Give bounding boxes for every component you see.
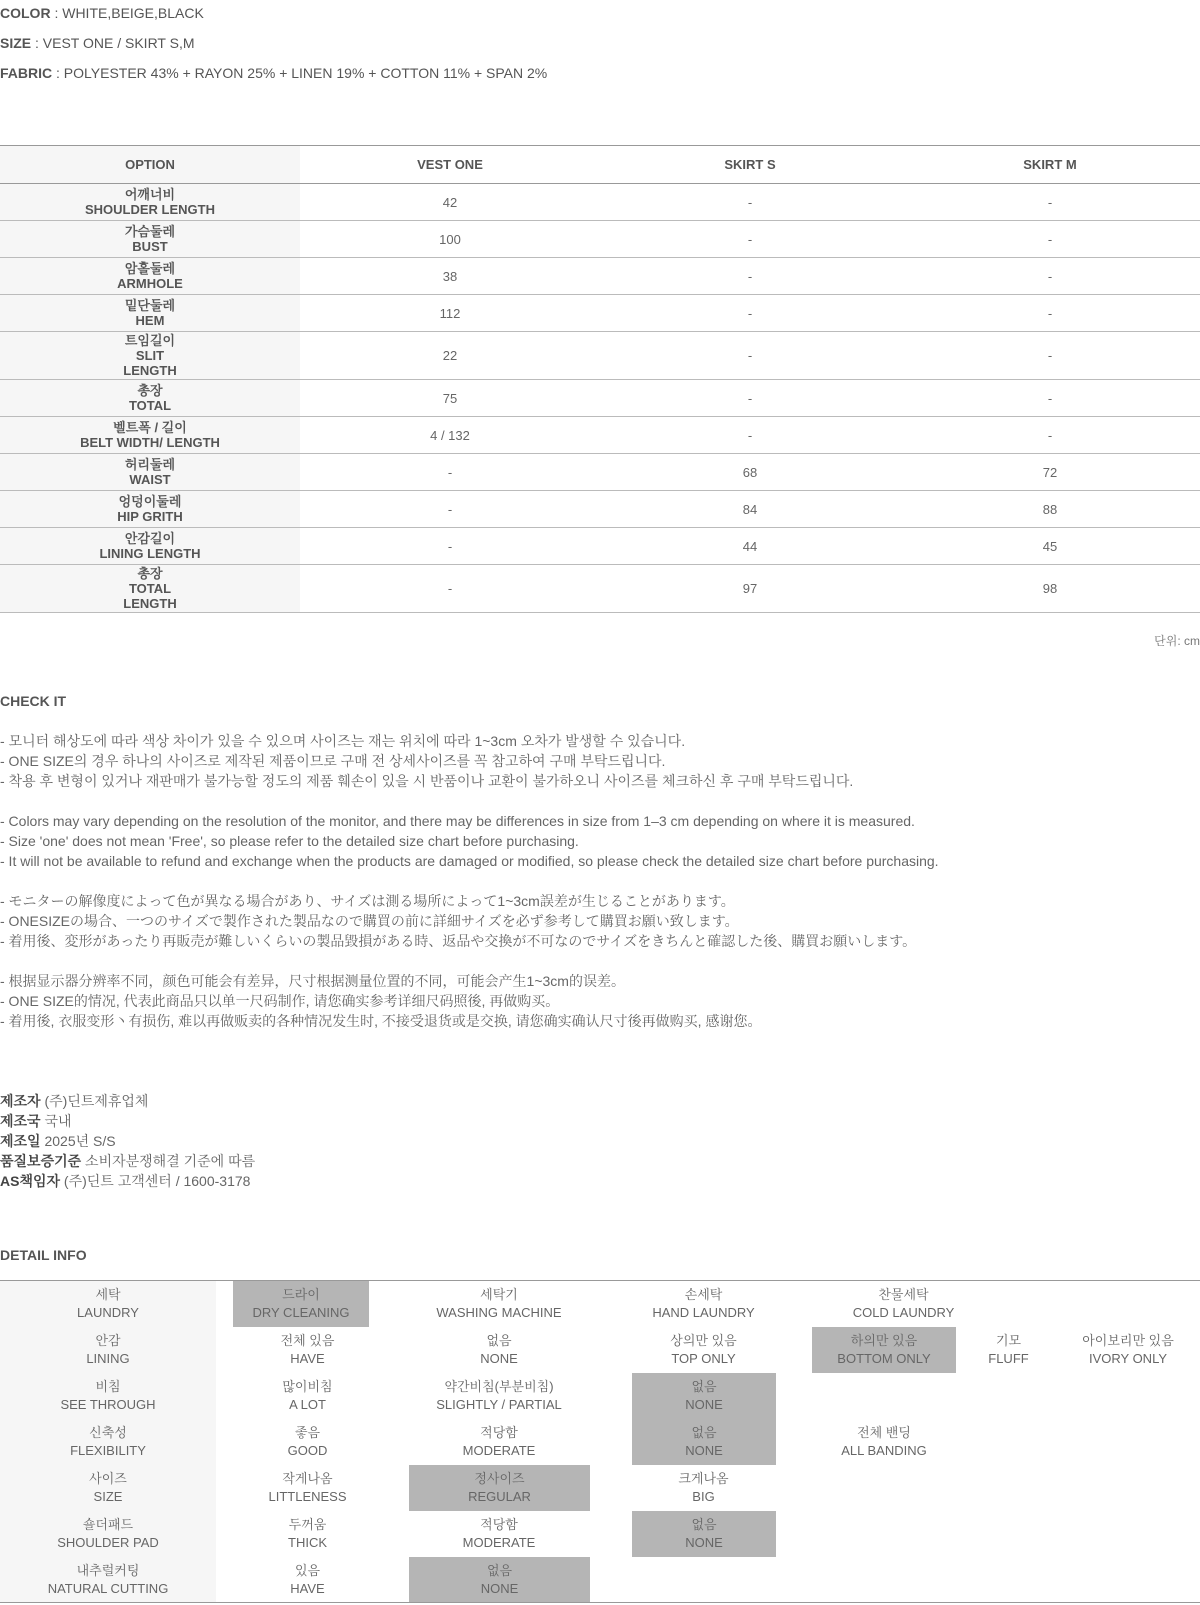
- size-cell: 4 / 132: [300, 417, 600, 454]
- detail-label-en: LAUNDRY: [77, 1305, 139, 1320]
- detail-row-label: [0, 1327, 216, 1373]
- option-en: NONE: [480, 1351, 518, 1366]
- note-line: - ONE SIZE的情况, 代表此商品只以单一尺码制作, 请您确实参考详细尺码照後, 再做购买。: [0, 993, 560, 1009]
- size-cell: 88: [900, 491, 1200, 528]
- option-en: MODERATE: [462, 1443, 536, 1458]
- as-value: (주)딘트 고객센터 / 1600-3178: [60, 1173, 251, 1189]
- detail-label-en: SHOULDER PAD: [57, 1535, 159, 1550]
- note-line: - 着用後, 衣服变形丶有损伤, 难以再做贩卖的各种情况发生时, 不接受退货或是交换, 请您确实确认尺寸後再做购买, 感谢您。: [0, 1013, 762, 1029]
- detail-option: [216, 1419, 399, 1465]
- option-ko: 없음: [691, 1425, 717, 1440]
- detail-option-selected: [409, 1465, 590, 1511]
- option-en: DRY CLEANING: [252, 1305, 350, 1320]
- manufacturer-value: (주)딘트제휴업체: [40, 1093, 149, 1109]
- header-option: OPTION: [0, 146, 300, 184]
- detail-row: [0, 1465, 1200, 1511]
- size-row-label-line: BUST: [132, 239, 168, 254]
- size-cell: 97: [600, 565, 900, 613]
- as-label: AS책임자: [0, 1173, 61, 1189]
- option-en: IVORY ONLY: [1088, 1351, 1168, 1366]
- option-ko: 크게나옴: [678, 1471, 729, 1486]
- detail-label-en: LINING: [86, 1351, 130, 1366]
- detail-option: [399, 1373, 599, 1419]
- size-row-label-line: LINING LENGTH: [99, 546, 201, 561]
- size-cell: 42: [300, 184, 600, 221]
- option-en: BIG: [692, 1489, 715, 1504]
- size-row-label-line: 허리둘레: [124, 457, 176, 472]
- option-en: HAND LAUNDRY: [652, 1305, 755, 1320]
- size-cell: -: [900, 332, 1200, 380]
- size-cell: -: [600, 221, 900, 258]
- option-en: BOTTOM ONLY: [837, 1351, 931, 1366]
- option-en: A LOT: [289, 1397, 326, 1412]
- maker-info: [0, 1091, 255, 1191]
- size-table-header: [0, 146, 1200, 184]
- size-row-label: [0, 565, 300, 613]
- size-cell: -: [900, 221, 1200, 258]
- size-cell: -: [300, 565, 600, 613]
- option-en: TOP ONLY: [671, 1351, 736, 1366]
- size-row-label-line: BELT WIDTH/ LENGTH: [80, 435, 220, 450]
- maker-quality: [0, 1151, 255, 1171]
- size-row-label: [0, 295, 300, 332]
- detail-row-label: [0, 1511, 216, 1557]
- detail-row: [0, 1511, 1200, 1557]
- size-cell: -: [600, 184, 900, 221]
- detail-option: [615, 1327, 792, 1373]
- size-cell: 84: [600, 491, 900, 528]
- option-en: MODERATE: [462, 1535, 536, 1550]
- note-line: - It will not be available to refund and exchange when the products are damaged or modified, so please check the detailed size chart before purchasing.: [0, 853, 939, 869]
- size-cell: 98: [900, 565, 1200, 613]
- detail-option: [216, 1557, 399, 1603]
- option-ko: 작게나옴: [282, 1471, 333, 1486]
- note-line: - 着用後、変形があったり再販売が難しいくらいの製品毀損がある時、返品や交換が不可なのでサイズをきちんと確認した後、購買お願いします。: [0, 933, 917, 949]
- note-gap: [0, 951, 939, 971]
- detail-row: [0, 1327, 1200, 1373]
- option-ko: 기모: [995, 1333, 1022, 1348]
- size-cell: -: [600, 332, 900, 380]
- detail-option: [399, 1419, 599, 1465]
- size-cell: 45: [900, 528, 1200, 565]
- note-line: - ONE SIZE의 경우 하나의 사이즈로 제작된 제품이므로 구매 전 상세사이즈를 꼭 참고하여 구매 부탁드립니다.: [0, 753, 666, 769]
- detail-option: [399, 1511, 599, 1557]
- size-cell: 75: [300, 380, 600, 417]
- detail-row: [0, 1557, 1200, 1603]
- option-en: HAVE: [290, 1351, 325, 1366]
- header-vest-one: VEST ONE: [300, 146, 600, 184]
- size-cell: -: [900, 380, 1200, 417]
- size-row: [0, 417, 1200, 454]
- size-row-label: [0, 491, 300, 528]
- size-row-label: [0, 528, 300, 565]
- size-row: [0, 565, 1200, 613]
- spec-fabric-value: : POLYESTER 43% + RAYON 25% + LINEN 19% + COTTON 11% + SPAN 2%: [52, 65, 548, 81]
- size-cell: 112: [300, 295, 600, 332]
- maker-manufacturer: [0, 1091, 255, 1111]
- option-ko: 없음: [486, 1563, 513, 1578]
- spec-color-label: COLOR: [0, 5, 51, 21]
- detail-row-label: [0, 1419, 216, 1465]
- note-line: - 착용 후 변형이 있거나 재판매가 불가능할 정도의 제품 훼손이 있을 시 반품이나 교환이 불가하오니 사이즈를 체크하신 후 구매 부탁드립니다.: [0, 773, 854, 789]
- detail-option: [1056, 1327, 1200, 1373]
- size-cell: -: [600, 417, 900, 454]
- size-row-label-line: TOTAL: [128, 581, 172, 596]
- option-ko: 약간비침(부분비침): [444, 1379, 554, 1394]
- size-row-label: [0, 417, 300, 454]
- size-cell: -: [300, 454, 600, 491]
- size-row-label: [0, 454, 300, 491]
- detail-info-table: [0, 1280, 1200, 1605]
- option-en: REGULAR: [468, 1489, 531, 1504]
- option-ko: 있음: [294, 1563, 321, 1578]
- size-row-label-line: 총장: [137, 383, 163, 398]
- note-line: - ONESIZEの場合、一つのサイズで製作された製品なので購買の前に詳細サイズを必ず参考して購買お願い致します。: [0, 913, 739, 929]
- note-gap: [0, 871, 939, 891]
- size-cell: -: [900, 417, 1200, 454]
- detail-row: [0, 1373, 1200, 1419]
- detail-option: [956, 1327, 1061, 1373]
- size-row-label-line: ARMHOLE: [117, 276, 183, 291]
- detail-row-label: [0, 1465, 216, 1511]
- maker-as: [0, 1171, 255, 1191]
- maker-country: [0, 1111, 255, 1131]
- option-en: WASHING MACHINE: [436, 1305, 562, 1320]
- size-row-label-line: LENGTH: [123, 363, 177, 378]
- detail-row-label: [0, 1281, 216, 1327]
- size-row: [0, 380, 1200, 417]
- detail-label-ko: 안감: [95, 1333, 121, 1348]
- size-row-label-line: 어깨너비: [124, 187, 176, 202]
- detail-row: [0, 1419, 1200, 1465]
- size-cell: 68: [600, 454, 900, 491]
- check-it-notes: [0, 731, 939, 1031]
- option-ko: 없음: [691, 1517, 717, 1532]
- option-en: NONE: [685, 1535, 723, 1550]
- detail-option-selected: [632, 1373, 776, 1419]
- option-ko: 하의만 있음: [850, 1333, 918, 1348]
- size-cell: -: [600, 380, 900, 417]
- size-cell: -: [900, 184, 1200, 221]
- option-ko: 적당함: [480, 1425, 518, 1440]
- size-row: [0, 332, 1200, 380]
- size-row-label-line: 엉덩이둘레: [118, 494, 182, 509]
- size-cell: -: [900, 258, 1200, 295]
- detail-label-en: SEE THROUGH: [60, 1397, 156, 1412]
- option-ko: 손세탁: [684, 1287, 723, 1302]
- size-cell: -: [900, 295, 1200, 332]
- option-en: NONE: [685, 1443, 723, 1458]
- size-row-label-line: 암홀둘레: [124, 261, 176, 276]
- detail-option: [615, 1465, 792, 1511]
- divider: [0, 1602, 1200, 1603]
- detail-label-ko: 사이즈: [89, 1471, 127, 1486]
- option-en: SLIGHTLY / PARTIAL: [436, 1397, 562, 1412]
- option-ko: 찬물세탁: [878, 1287, 929, 1302]
- option-ko: 아이보리만 있음: [1082, 1333, 1174, 1348]
- option-ko: 전체 있음: [280, 1333, 335, 1348]
- detail-row: [0, 1281, 1200, 1327]
- size-cell: -: [300, 491, 600, 528]
- size-row: [0, 491, 1200, 528]
- size-cell: 44: [600, 528, 900, 565]
- size-row-label-line: 총장: [137, 566, 163, 581]
- manufacturer-label: 제조자: [0, 1093, 41, 1109]
- detail-label-ko: 세탁: [95, 1287, 121, 1302]
- option-en: FLUFF: [988, 1351, 1029, 1366]
- spec-fabric-label: FABRIC: [0, 65, 53, 81]
- size-cell: -: [600, 258, 900, 295]
- maker-date: [0, 1131, 255, 1151]
- spec-color-value: : WHITE,BEIGE,BLACK: [50, 5, 204, 21]
- date-value: 2025년 S/S: [40, 1133, 116, 1149]
- size-cell: 72: [900, 454, 1200, 491]
- detail-row-label: [0, 1373, 216, 1419]
- spec-fabric: [0, 65, 547, 81]
- spec-size-value: : VEST ONE / SKIRT S,M: [31, 35, 195, 51]
- size-row-label-line: HEM: [135, 313, 165, 328]
- unit-note: 단위: cm: [1154, 634, 1200, 648]
- option-en: HAVE: [290, 1581, 325, 1596]
- size-row-label-line: 가슴둘레: [124, 224, 176, 239]
- date-label: 제조일: [0, 1133, 41, 1149]
- option-ko: 정사이즈: [474, 1471, 525, 1486]
- note-line: - 根据显示器分辨率不同，颜色可能会有差异，尺寸根据测量位置的不同，可能会产生1~3cm的误差。: [0, 973, 625, 989]
- detail-option-selected: [632, 1511, 776, 1557]
- size-row-label-line: LENGTH: [123, 596, 177, 611]
- detail-option: [399, 1281, 599, 1327]
- note-gap: [0, 791, 939, 811]
- header-skirt-m: SKIRT M: [900, 146, 1200, 184]
- quality-label: 품질보증기준: [0, 1153, 82, 1169]
- quality-value: 소비자분쟁해결 기준에 따름: [81, 1153, 256, 1169]
- option-en: NONE: [685, 1397, 723, 1412]
- detail-option: [615, 1281, 792, 1327]
- option-ko: 좋음: [294, 1425, 321, 1440]
- detail-option: [815, 1281, 992, 1327]
- spec-size-label: SIZE: [0, 35, 32, 51]
- size-cell: -: [300, 528, 600, 565]
- size-cell: 22: [300, 332, 600, 380]
- detail-option-selected: [233, 1281, 369, 1327]
- size-row-label-line: TOTAL: [128, 398, 172, 413]
- size-row-label-line: 벨트폭 / 길이: [113, 420, 187, 435]
- size-table: [0, 145, 1200, 613]
- size-row-label: [0, 332, 300, 380]
- size-row-label: [0, 221, 300, 258]
- note-line: - 모니터 해상도에 따라 색상 차이가 있을 수 있으며 사이즈는 재는 위치에 따라 1~3cm 오차가 발생할 수 있습니다.: [0, 733, 686, 749]
- detail-option: [216, 1511, 399, 1557]
- size-row-label: [0, 258, 300, 295]
- detail-option: [216, 1373, 399, 1419]
- note-line: - モニターの解像度によって色が異なる場合があり、サイズは測る場所によって1~3cm誤差が生じることがあります。: [0, 893, 735, 909]
- check-it-title: CHECK IT: [0, 693, 67, 709]
- detail-option: [216, 1327, 399, 1373]
- option-en: THICK: [288, 1535, 327, 1550]
- option-en: NONE: [480, 1581, 519, 1596]
- note-line: - Colors may vary depending on the resolution of the monitor, and there may be differences in size from 1–3 cm depending on where it is measured.: [0, 813, 915, 829]
- option-ko: 없음: [691, 1379, 717, 1394]
- option-ko: 없음: [486, 1333, 512, 1348]
- country-label: 제조국: [0, 1113, 41, 1129]
- option-en: LITTLENESS: [268, 1489, 347, 1504]
- detail-option: [399, 1327, 599, 1373]
- size-cell: 38: [300, 258, 600, 295]
- detail-option-selected: [409, 1557, 590, 1603]
- option-en: COLD LAUNDRY: [852, 1305, 955, 1320]
- detail-info-title: DETAIL INFO: [0, 1247, 87, 1263]
- detail-row-label: [0, 1557, 216, 1603]
- detail-option-selected: [812, 1327, 956, 1373]
- detail-label-ko: 비침: [95, 1379, 121, 1394]
- spec-size: [0, 35, 195, 51]
- size-row: [0, 528, 1200, 565]
- detail-label-ko: 신축성: [89, 1425, 127, 1440]
- size-row-label-line: WAIST: [129, 472, 171, 487]
- country-value: 국내: [40, 1113, 72, 1129]
- detail-option-selected: [632, 1419, 776, 1465]
- size-row: [0, 184, 1200, 221]
- detail-option: [812, 1419, 956, 1465]
- size-row-label-line: SHOULDER LENGTH: [85, 202, 215, 217]
- size-row: [0, 454, 1200, 491]
- option-ko: 두꺼움: [288, 1517, 327, 1532]
- size-row-label-line: 밑단둘레: [124, 298, 176, 313]
- size-row-label: [0, 380, 300, 417]
- size-cell: -: [600, 295, 900, 332]
- option-ko: 상의만 있음: [670, 1333, 737, 1348]
- detail-label-ko: 숄더패드: [82, 1517, 134, 1532]
- option-ko: 많이비침: [282, 1379, 333, 1394]
- size-row-label-line: SLIT: [135, 348, 165, 363]
- size-row-label-line: 안감길이: [124, 531, 176, 546]
- detail-option: [216, 1465, 399, 1511]
- note-line: - Size 'one' does not mean 'Free', so please refer to the detailed size chart before purchasing.: [0, 833, 579, 849]
- option-en: ALL BANDING: [841, 1443, 927, 1458]
- header-skirt-s: SKIRT S: [600, 146, 900, 184]
- option-ko: 세탁기: [480, 1287, 518, 1302]
- option-ko: 드라이: [282, 1287, 320, 1302]
- size-cell: 100: [300, 221, 600, 258]
- option-ko: 적당함: [480, 1517, 518, 1532]
- size-row: [0, 258, 1200, 295]
- spec-color: [0, 5, 204, 21]
- size-row-label-line: HIP GRITH: [117, 509, 183, 524]
- size-row-label: [0, 184, 300, 221]
- detail-label-ko: 내추럴커팅: [76, 1563, 140, 1578]
- option-ko: 전체 밴딩: [857, 1425, 911, 1440]
- detail-label-en: SIZE: [93, 1489, 123, 1504]
- size-row: [0, 295, 1200, 332]
- detail-label-en: FLEXIBILITY: [70, 1443, 146, 1458]
- detail-label-en: NATURAL CUTTING: [47, 1581, 169, 1596]
- option-en: GOOD: [287, 1443, 328, 1458]
- size-row: [0, 221, 1200, 258]
- size-row-label-line: 트임길이: [124, 333, 176, 348]
